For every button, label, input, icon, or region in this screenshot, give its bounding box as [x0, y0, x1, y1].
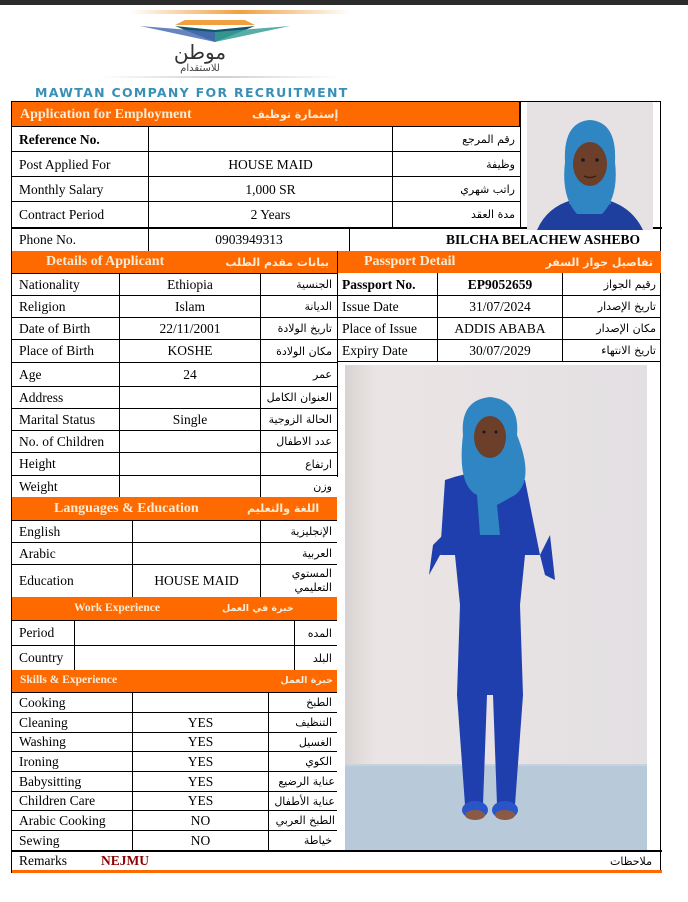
sewing-label: Sewing: [19, 832, 60, 848]
children-value: [120, 431, 260, 452]
weight-label-ar: وزن: [313, 480, 332, 493]
english-label: English: [19, 523, 61, 539]
divider: [338, 361, 661, 362]
details-title-ar: بيانات مقدم الطلب: [225, 255, 329, 269]
nationality-label: Nationality: [19, 276, 80, 292]
address-value: [120, 387, 260, 408]
place-of-issue-label: Place of Issue: [342, 320, 417, 336]
date-of-birth-value: 22/11/2001: [159, 320, 221, 336]
education-value: HOUSE MAID: [154, 573, 239, 589]
passport-title-ar: تفاصيل جواز السفر: [545, 255, 653, 269]
place-of-birth-value: KOSHE: [167, 343, 213, 359]
issue-date-label-ar: تاريخ الإصدار: [597, 300, 656, 313]
passport-header-bar: [338, 251, 661, 273]
reference-no-label: Reference No.: [19, 131, 100, 147]
passport-title-en: Passport Detail: [364, 254, 456, 269]
marital-status-label-ar: الحالة الزوجية: [268, 413, 332, 426]
applicant-name: BILCHA BELACHEW ASHEBO: [445, 232, 640, 248]
phone-label: Phone No.: [19, 232, 76, 248]
ironing-label: Ironing: [19, 753, 59, 769]
company-logo: [100, 8, 350, 78]
remarks-label: Remarks: [19, 853, 67, 869]
religion-label: Religion: [19, 298, 66, 314]
monthly-salary-label: Monthly Salary: [19, 181, 104, 197]
country-label-ar: البلد: [312, 651, 332, 665]
education-label-ar: المستوي التعليمي: [291, 567, 332, 594]
date-of-birth-label-ar: تاريخ الولادة: [277, 322, 332, 335]
weight-value: [120, 476, 260, 497]
marital-status-label: Marital Status: [19, 411, 96, 427]
period-label: Period: [19, 625, 55, 641]
arabic-label-ar: العربية: [301, 547, 332, 560]
remarks-value: NEJMU: [101, 853, 149, 869]
english-label-ar: الإنجليزية: [290, 525, 332, 538]
skills-title-en: Skills & Experience: [20, 674, 118, 687]
english-value: [133, 521, 260, 542]
place-of-birth-label-ar: مكان الولادة: [276, 344, 332, 358]
arabic-cooking-label: Arabic Cooking: [19, 812, 106, 828]
religion-label-ar: الديانة: [304, 300, 332, 313]
applicant-portrait-photo: [527, 102, 653, 230]
place-of-issue-value: ADDIS ABABA: [454, 320, 546, 336]
expiry-date-label: Expiry Date: [342, 342, 408, 358]
country-value: [75, 646, 294, 670]
sewing-label-ar: خياطة: [303, 834, 332, 847]
phone-value: 0903949313: [215, 232, 283, 248]
passport-no-value: EP9052659: [467, 276, 533, 292]
work-title-ar: خبرة في العمل: [222, 602, 294, 614]
logo-bottom-line: [100, 76, 340, 78]
applicant-full-body-photo: [345, 365, 647, 850]
height-label: Height: [19, 456, 56, 472]
babysitting-label: Babysitting: [19, 773, 82, 789]
babysitting-value: YES: [187, 773, 214, 789]
arabic-value: [133, 543, 260, 564]
sewing-value: NO: [190, 832, 211, 848]
passport-no-label-ar: رقيم الجواز: [603, 278, 656, 291]
washing-value: YES: [187, 734, 214, 750]
country-label: Country: [19, 650, 64, 666]
washing-label-ar: الغسيل: [298, 735, 332, 749]
marital-status-value: Single: [172, 411, 208, 427]
monthly-salary-value: 1,000 SR: [245, 181, 296, 197]
arabic-cooking-label-ar: الطبخ العربي: [275, 814, 335, 827]
cleaning-value: YES: [187, 714, 214, 730]
languages-title-ar: اللغة والتعليم: [247, 502, 320, 515]
details-title-en: Details of Applicant: [46, 254, 165, 269]
contract-period-value: 2 Years: [250, 206, 291, 222]
work-header-bar: [12, 597, 337, 620]
passport-no-label: Passport No.: [342, 276, 416, 292]
contract-period-label: Contract Period: [19, 206, 105, 222]
nationality-value: Ethiopia: [167, 276, 213, 292]
issue-date-value: 31/07/2024: [469, 298, 531, 314]
remarks-label-ar: ملاحظات: [610, 854, 652, 868]
languages-header-bar: [12, 497, 337, 520]
children-care-label: Children Care: [19, 793, 96, 809]
children-label-ar: عدد الاطفال: [276, 435, 332, 448]
logo-arabic-text: موطن: [173, 40, 227, 64]
religion-value: Islam: [175, 298, 205, 314]
children-label: No. of Children: [19, 433, 105, 449]
place-of-birth-label: Place of Birth: [19, 343, 94, 359]
cooking-value: [133, 693, 268, 712]
children-care-value: YES: [187, 793, 214, 809]
period-value: [75, 621, 294, 645]
application-header-bar: [12, 102, 520, 127]
nationality-label-ar: الجنسية: [296, 278, 332, 291]
top-window-bar: [0, 0, 688, 5]
education-label: Education: [19, 573, 74, 589]
cooking-label-ar: الطبخ: [306, 696, 332, 709]
logo-top-line: [130, 10, 350, 14]
babysitting-label-ar: عناية الرضيع: [278, 775, 335, 788]
arabic-label: Arabic: [19, 545, 56, 561]
footer-accent-line: [12, 870, 662, 873]
post-applied-label: Post Applied For: [19, 156, 111, 172]
washing-label: Washing: [19, 734, 66, 750]
post-applied-label-ar: وظيفة: [486, 158, 515, 171]
ironing-value: YES: [187, 753, 214, 769]
cooking-label: Cooking: [19, 694, 66, 710]
contract-period-label-ar: مدة العقد: [471, 208, 515, 221]
company-name: MAWTAN COMPANY FOR RECRUITMENT: [35, 85, 349, 100]
work-title-en: Work Experience: [74, 601, 160, 614]
employment-application-form: [11, 101, 661, 873]
languages-title-en: Languages & Education: [54, 500, 199, 516]
height-value: [120, 453, 260, 475]
divider: [520, 102, 521, 228]
monthly-salary-label-ar: راتب شهري: [460, 183, 515, 196]
height-label-ar: ارتفاع: [305, 457, 332, 471]
post-applied-value: HOUSE MAID: [228, 156, 313, 172]
date-of-birth-label: Date of Birth: [19, 320, 91, 336]
age-label-ar: عمر: [313, 368, 332, 381]
issue-date-label: Issue Date: [342, 298, 399, 314]
logo-arabic-subtext: للاستقدام: [180, 63, 220, 74]
expiry-date-label-ar: تاريخ الانتهاء: [601, 344, 656, 357]
application-title-ar: إستمارة توظيف: [252, 108, 339, 121]
address-label-ar: العنوان الكامل: [266, 391, 332, 404]
children-care-label-ar: عناية الأطفال: [274, 794, 335, 808]
age-label: Age: [19, 366, 42, 382]
age-value: 24: [183, 366, 197, 382]
details-header-bar: [12, 251, 337, 273]
arabic-cooking-value: NO: [190, 812, 211, 828]
application-title-en: Application for Employment: [20, 106, 192, 122]
skills-title-ar: خبرة العمل: [280, 675, 333, 687]
ironing-label-ar: الكوي: [305, 755, 332, 768]
reference-no-label-ar: رقم المرجع: [462, 133, 515, 146]
cleaning-label: Cleaning: [19, 714, 68, 730]
period-label-ar: المده: [307, 626, 332, 640]
weight-label: Weight: [19, 478, 58, 494]
place-of-issue-label-ar: مكان الإصدار: [596, 322, 656, 335]
cleaning-label-ar: التنظيف: [295, 716, 332, 729]
skills-header-bar: [12, 670, 337, 692]
expiry-date-value: 30/07/2029: [469, 342, 531, 358]
address-label: Address: [19, 389, 64, 405]
reference-no-value: [149, 127, 392, 152]
